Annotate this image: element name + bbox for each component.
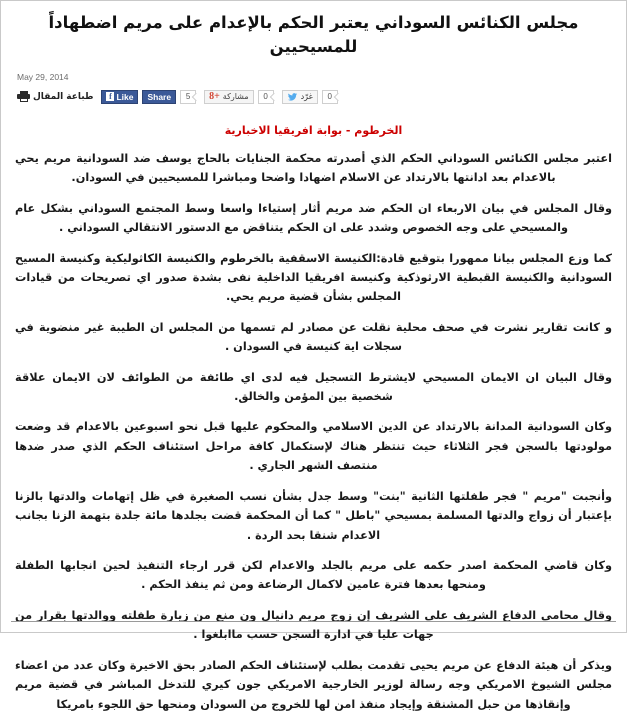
google-plus-share-group [204, 90, 274, 104]
article-paragraph: وقال محامي الدفاع الشريف علي الشريف إن زوج مريم دانيال ون منع من زيارة طفلته ووالدتها بقرار من جهات عليا في ادارة السجن حسب ماابلغوا . [15, 608, 612, 642]
article-paragraph: وقال البيان ان الايمان المسيحي لايشترط التسجيل فيه لدى اي طائفة من الطوائف لان الايمان علاقة شخصية بين المؤمن والخالق. [15, 370, 612, 404]
article-meta-row [15, 65, 612, 84]
article-paragraph: ويذكر أن هيئة الدفاع عن مريم يحيى تقدمت بطلب لإستئناف الحكم الصادر بحق الاخيرة وكان عدد من اعضاء مجلس الشيوخ الامريكي وجه رسالة لوزير الخارجية الامريكي جون كيري للتدخل المباشر في قضية مريم وإنقاذها من حبل المشنقة وإيجاد منفذ امن لها للخروج من السودان ومنحها حق اللجوء بامريكا [15, 658, 612, 711]
facebook-share-label: Share [147, 91, 172, 102]
social-share-toolbar [15, 88, 612, 106]
article-paragraph: كما وزع المجلس بيانا ممهورا بتوقيع قادة:الكنيسة الاسقفية بالخرطوم والكنيسة الكاثوليكية وكنيسة المسيح السودانية والكنيسة القبطية الارثوذكية وكنيسة افريقيا الداخلية نفى بشدة صدور اي تصريحات من قيادات المجلس بشأن قضية مريم يحي. [15, 251, 612, 304]
article-page [1, 1, 626, 711]
publish-date: May 29, 2014 [17, 71, 69, 82]
facebook-icon: f [106, 92, 114, 101]
article-paragraph: وكان السودانية المدانة بالارتداد عن الدين الاسلامي والمحكوم عليها قبل نحو اسبوعين بالاعدام قد وضعت مولودتها بالسجن فجر الثلاثاء حيث تنتظر هناك لإستكمال كافة مراحل استئناف الحكم الذي صدر ضدها منتصف الشهر الجاري . [15, 420, 612, 473]
article-paragraph: و كانت تقارير نشرت في صحف محلية نقلت عن مصادر لم تسمها من المجلس ان الطيبة غير منضوية في سجلات اية كنيسة في السودان . [15, 320, 612, 354]
article-body [15, 149, 612, 714]
twitter-tweet-count: 0 [322, 90, 338, 104]
google-plus-label: مشاركة [222, 92, 249, 102]
twitter-tweet-button[interactable] [282, 90, 318, 104]
facebook-share-count: 5 [180, 90, 196, 104]
print-article-button[interactable] [17, 91, 93, 102]
article-paragraph: وكان قاضي المحكمة اصدر حكمه على مريم بالجلد والاعدام لكن قرر ارجاء التنفيذ لحين انجابها الطفلة ومنحها بعدها فترة عامين لاكمال الرضاعة ومن ثم ينفذ الحكم . [15, 559, 612, 592]
facebook-share-group [101, 90, 196, 104]
google-plus-share-count: 0 [258, 90, 274, 104]
printer-icon [17, 91, 30, 102]
google-plus-icon: 8+ [209, 90, 220, 102]
facebook-like-button[interactable] [101, 90, 138, 104]
twitter-bird-icon [287, 92, 298, 102]
article-paragraph: وقال المجلس في بيان الاربعاء ان الحكم ضد مريم أثار إستياءا واسعا وسط المجتمع السوداني بشكل عام والمسيحي على وجه الخصوص وشدد على ان الحكم يتناقض مع الدستور الانتقالي السوداني . [15, 201, 612, 235]
footer-divider [11, 621, 616, 622]
facebook-like-label: Like [116, 91, 134, 102]
facebook-share-button[interactable] [142, 90, 176, 104]
twitter-tweet-label: غرّد [300, 92, 313, 102]
article-paragraph: اعتبر مجلس الكنائس السوداني الحكم الذي أصدرته محكمة الجنايات بالحاج يوسف ضد السودانية مريم يحي بالاعدام بعد ادانتها بالارتداد عن الاسلام اضهادا واضحا ومباشرا للمسيحيين في السودان. [15, 151, 612, 185]
article-dateline: الخرطوم - بوابة افريقيا الاخبارية [224, 123, 403, 137]
article-paragraph: وأنجبت "مريم " فجر طفلتها الثانية "بنت" وسط جدل بشأن نسب الصغيرة في ظل إتهامات والدتها بالزنا بإعتبار أن زواج والدتها المسلمة بمسيحي "باطل " كما أن المحكمة قضت بجلدها مائة جلدة بتهمة الزنا بجانب الاعدام شنقا بحد الردة . [15, 489, 612, 542]
print-article-label: طباعة المقال [33, 91, 94, 102]
google-plus-share-button[interactable] [204, 90, 254, 104]
twitter-share-group [282, 90, 338, 104]
page-title: مجلس الكنائس السوداني يعتبر الحكم بالإعدام على مريم اضطهاداً للمسيحيين [48, 13, 579, 56]
